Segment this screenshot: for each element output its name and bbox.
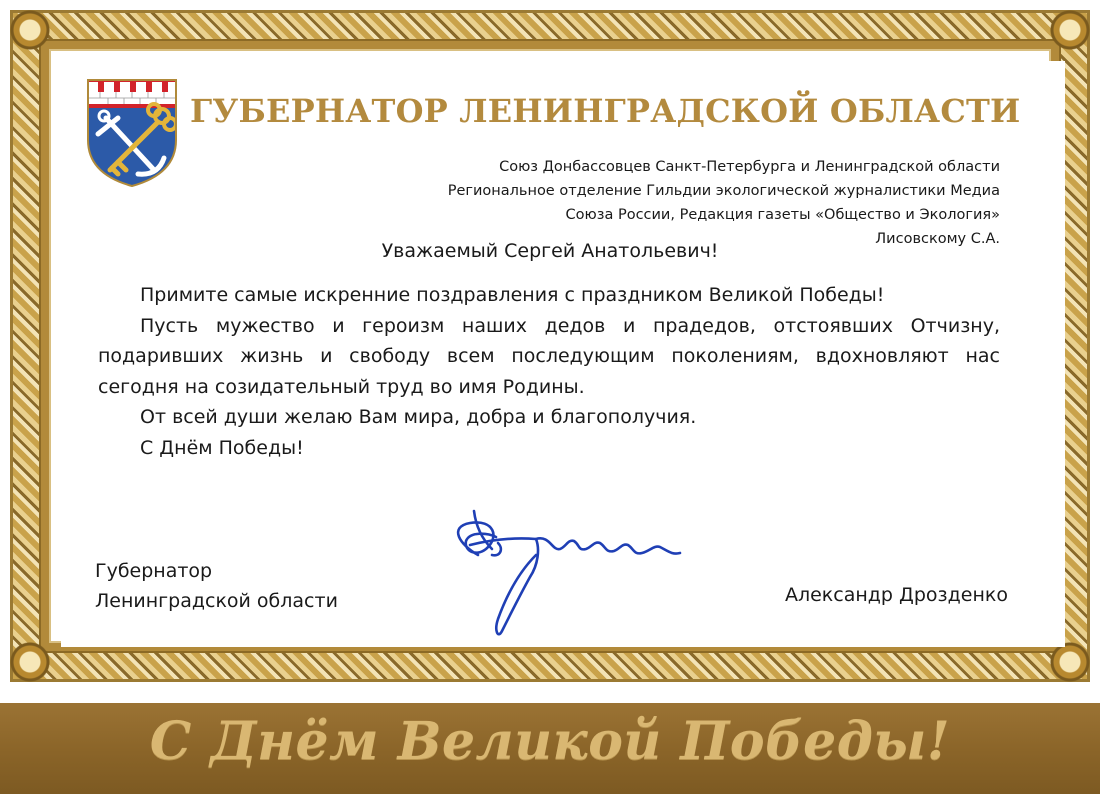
banner-text: С Днём Великой Победы! (149, 711, 951, 772)
signatory-title-line: Ленинградской области (95, 590, 338, 612)
signatory-title (95, 556, 338, 616)
greeting: Уважаемый Сергей Анатольевич! (381, 240, 719, 262)
addressee-recipient: Лисовскому С.А. (875, 231, 1000, 247)
addressee-block (320, 155, 1000, 251)
addressee-line: Союз Донбассовцев Санкт-Петербурга и Ленинградской области (499, 159, 1000, 175)
body-paragraph: С Днём Победы! (140, 436, 304, 459)
coat-of-arms-icon (84, 78, 180, 188)
governor-header-title: ГУБЕРНАТОР ЛЕНИНГРАДСКОЙ ОБЛАСТИ (190, 92, 1021, 130)
handwritten-signature (440, 505, 700, 645)
addressee-line: Союза России, Редакция газеты «Общество и Экология» (565, 207, 1000, 223)
signatory-title-line: Губернатор (95, 560, 213, 582)
body-paragraph: Примите самые искренние поздравления с праздником Великой Победы! (140, 284, 885, 306)
body-paragraph: От всей души желаю Вам мира, добра и благополучия. (140, 406, 697, 428)
corner-ornament (7, 639, 53, 685)
addressee-line: Региональное отделение Гильдии экологической журналистики Медиа (447, 183, 1000, 199)
letter-body (98, 280, 1000, 463)
signatory-name: Александр Дрозденко (784, 584, 1008, 606)
corner-ornament (1047, 7, 1093, 53)
body-paragraph: Пусть мужество и героизм наших дедов и прадедов, отстоявших Отчизну, подаривших жизнь и свободу всем последующим поколениям, вдохновляют нас сегодня на созидательный труд во имя Родины. (98, 314, 1000, 398)
corner-ornament (7, 7, 53, 53)
